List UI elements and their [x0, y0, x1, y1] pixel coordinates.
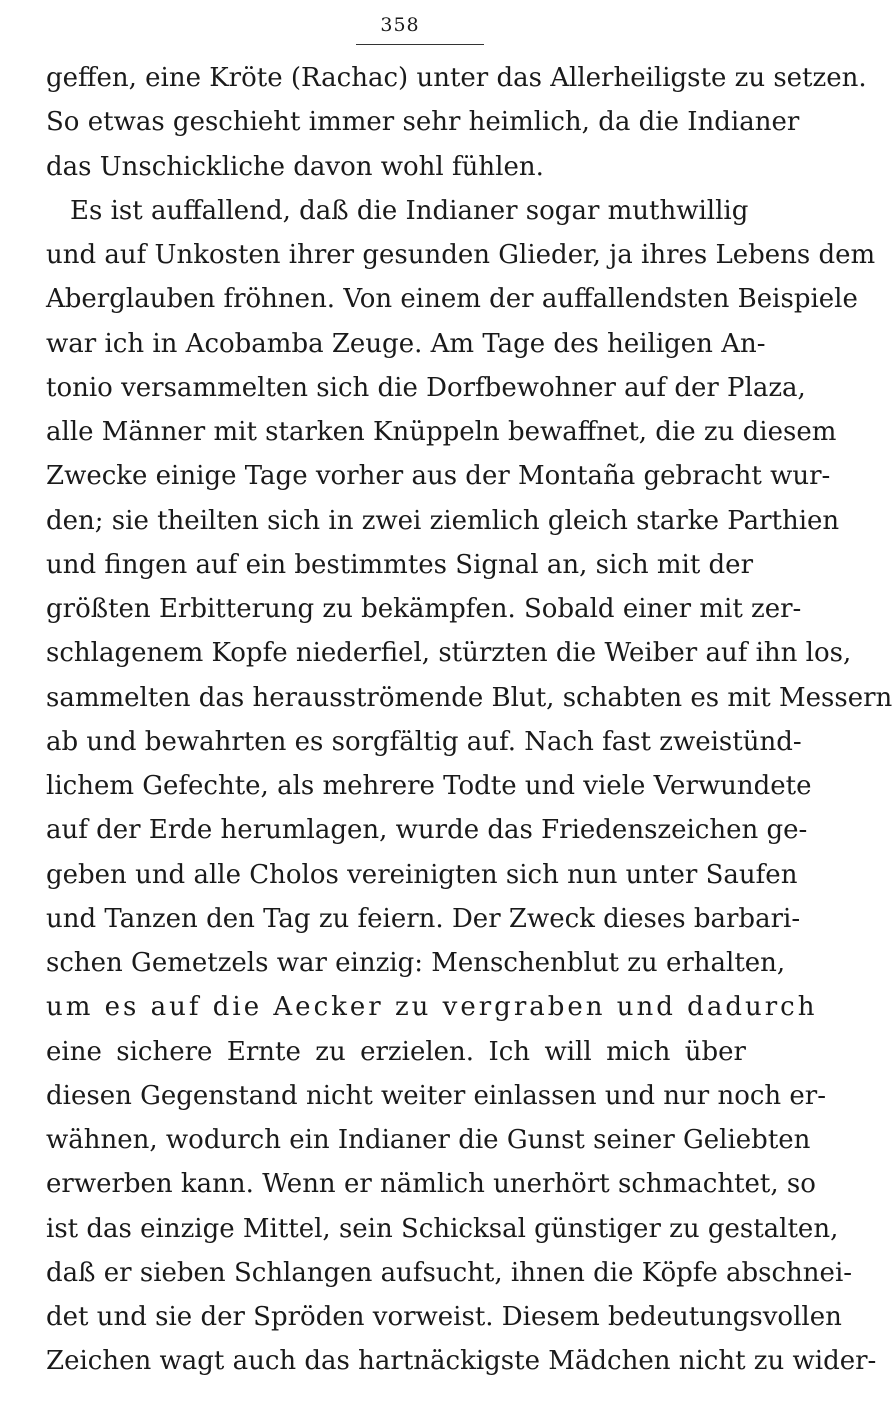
text-line: Zwecke einige Tage vorher aus der Montaña gebracht wur-: [46, 461, 831, 492]
text-line: den; sie theilten sich in zwei ziemlich gleich starke Parthien: [46, 505, 840, 536]
page-number: 358: [380, 14, 420, 36]
text-block: [46, 56, 892, 1384]
text-line: Zeichen wagt auch das hartnäckigste Mädchen nicht zu wider-: [46, 1346, 877, 1377]
text-line: das Unschickliche davon wohl fühlen.: [46, 151, 544, 182]
text-line: auf der Erde herumlagen, wurde das Friedenszeichen ge-: [46, 815, 808, 846]
text-line: sammelten das herausströmende Blut, schabten es mit Messern: [46, 682, 892, 713]
text-line: det und sie der Spröden vorweist. Diesem bedeutungsvollen: [46, 1302, 842, 1332]
text-line: geben und alle Cholos vereinigten sich nun unter Saufen: [46, 859, 798, 890]
text-line: um es auf die Aecker zu vergraben und dadurch: [46, 992, 818, 1023]
text-line: war ich in Acobamba Zeuge. Am Tage des heiligen An-: [46, 328, 766, 359]
text-line: wähnen, wodurch ein Indianer die Gunst seiner Geliebten: [46, 1125, 811, 1155]
text-line: und Tanzen den Tag zu feiern. Der Zweck dieses barbari-: [46, 903, 801, 934]
text-line: Aberglauben fröhnen. Von einem der auffallendsten Beispiele: [46, 284, 858, 315]
text-line: Es ist auffallend, daß die Indianer sogar muthwillig: [70, 195, 749, 226]
text-line: eine sichere Ernte zu erzielen. Ich will mich über: [46, 1036, 746, 1067]
text-line: größten Erbitterung zu bekämpfen. Sobald einer mit zer-: [46, 594, 802, 624]
text-line: und fingen auf ein bestimmtes Signal an, sich mit der: [46, 549, 754, 580]
text-line: diesen Gegenstand nicht weiter einlassen und nur noch er-: [46, 1080, 827, 1111]
text-line: und auf Unkosten ihrer gesunden Glieder, ja ihres Lebens dem: [46, 240, 876, 270]
text-line: lichem Gefechte, als mehrere Todte und viele Verwundete: [46, 771, 812, 801]
text-line: schlagenem Kopfe niederfiel, stürzten die Weiber auf ihn los,: [46, 638, 852, 669]
text-line: schen Gemetzels war einzig: Menschenblut zu erhalten,: [46, 948, 786, 978]
page-number-rule: [356, 44, 484, 45]
text-line: erwerben kann. Wenn er nämlich unerhört schmachtet, so: [46, 1169, 816, 1200]
text-line: So etwas geschieht immer sehr heimlich, da die Indianer: [46, 107, 800, 138]
text-line: alle Männer mit starken Knüppeln bewaffnet, die zu diesem: [46, 417, 837, 447]
text-line: ab und bewahrten es sorgfältig auf. Nach fast zweistünd-: [46, 726, 802, 757]
text-line: daß er sieben Schlangen aufsucht, ihnen die Köpfe abschnei-: [46, 1257, 853, 1288]
text-line: geffen, eine Kröte (Rachac) unter das Allerheiligste zu setzen.: [46, 63, 867, 93]
text-line: ist das einzige Mittel, sein Schicksal günstiger zu gestalten,: [46, 1213, 839, 1244]
text-line: tonio versammelten sich die Dorfbewohner auf der Plaza,: [46, 372, 806, 403]
